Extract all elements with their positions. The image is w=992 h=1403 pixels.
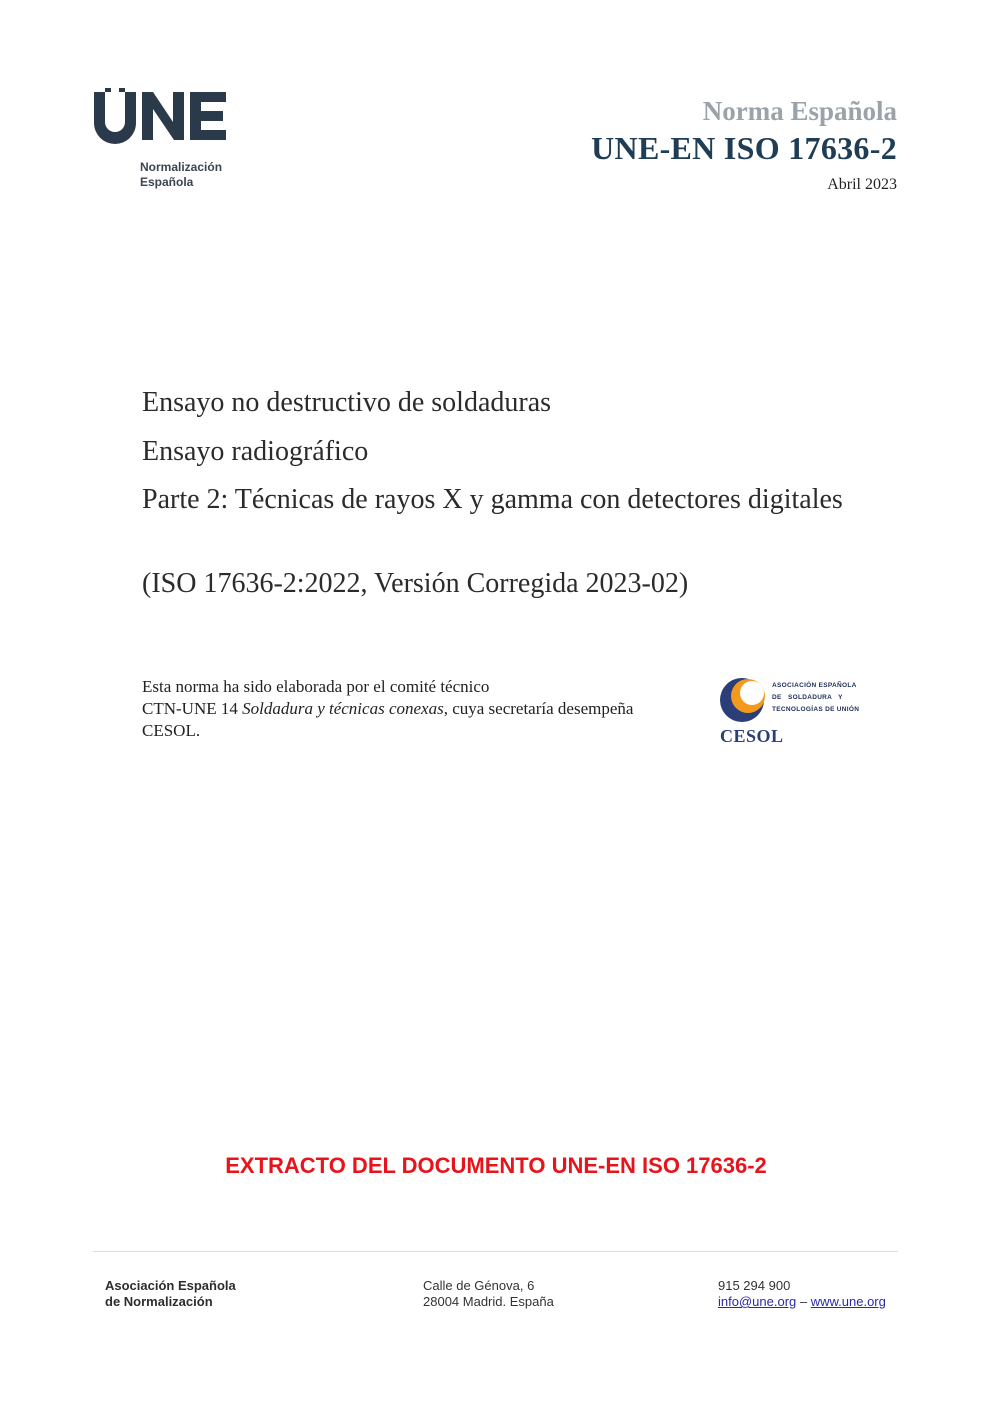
norma-code: UNE-EN ISO 17636-2	[591, 130, 897, 166]
title-line-2: Ensayo radiográfico	[142, 436, 369, 467]
norma-label: Norma Española	[702, 96, 897, 126]
une-logo	[92, 88, 252, 198]
title-line-1: Ensayo no destructivo de soldaduras	[142, 387, 552, 418]
cesol-line-3: TECNOLOGÍAS DE UNIÓN	[772, 706, 860, 713]
une-wordmark-icon	[92, 88, 232, 144]
footer-separator: –	[796, 1294, 811, 1309]
committee-intro: Esta norma ha sido elaborada por el comité técnico	[142, 677, 490, 696]
footer-org-line2: de Normalización	[105, 1294, 213, 1309]
committee-statement	[142, 676, 662, 742]
footer-divider	[93, 1251, 898, 1252]
footer-organization	[105, 1278, 236, 1310]
footer-phone: 915 294 900	[718, 1278, 791, 1293]
committee-ctn: CTN-UNE 14	[142, 699, 243, 718]
cesol-logo	[718, 674, 868, 746]
committee-ctn-name: Soldadura y técnicas conexas	[242, 699, 444, 718]
cesol-line-1: ASOCIACIÓN ESPAÑOLA	[772, 682, 857, 689]
une-subtitle-line1: Normalización	[140, 160, 223, 174]
footer-addr-line2: 28004 Madrid. España	[423, 1294, 554, 1309]
extract-banner: EXTRACTO DEL DOCUMENTO UNE-EN ISO 17636-2	[225, 1153, 767, 1178]
norma-date: Abril 2023	[827, 176, 897, 193]
title-line-4: (ISO 17636-2:2022, Versión Corregida 2023-02)	[142, 568, 689, 599]
cesol-line-2: DE SOLDADURA Y	[772, 694, 843, 701]
une-subtitle-line2: Española	[140, 175, 194, 189]
cesol-name: CESOL	[720, 726, 784, 746]
email-link[interactable]: info@une.org	[718, 1294, 797, 1309]
title-line-3: Parte 2: Técnicas de rayos X y gamma con detectores digitales	[142, 484, 843, 515]
committee-rest: , cuya secretaría desempeña CESOL.	[142, 699, 634, 740]
footer-address	[423, 1278, 554, 1310]
website-link[interactable]: www.une.org	[810, 1294, 886, 1309]
footer-contact	[718, 1278, 886, 1310]
footer-org-line1: Asociación Española	[105, 1278, 236, 1293]
footer-links	[718, 1294, 886, 1310]
footer-addr-line1: Calle de Génova, 6	[423, 1278, 535, 1293]
cesol-crescent-icon	[718, 674, 772, 726]
